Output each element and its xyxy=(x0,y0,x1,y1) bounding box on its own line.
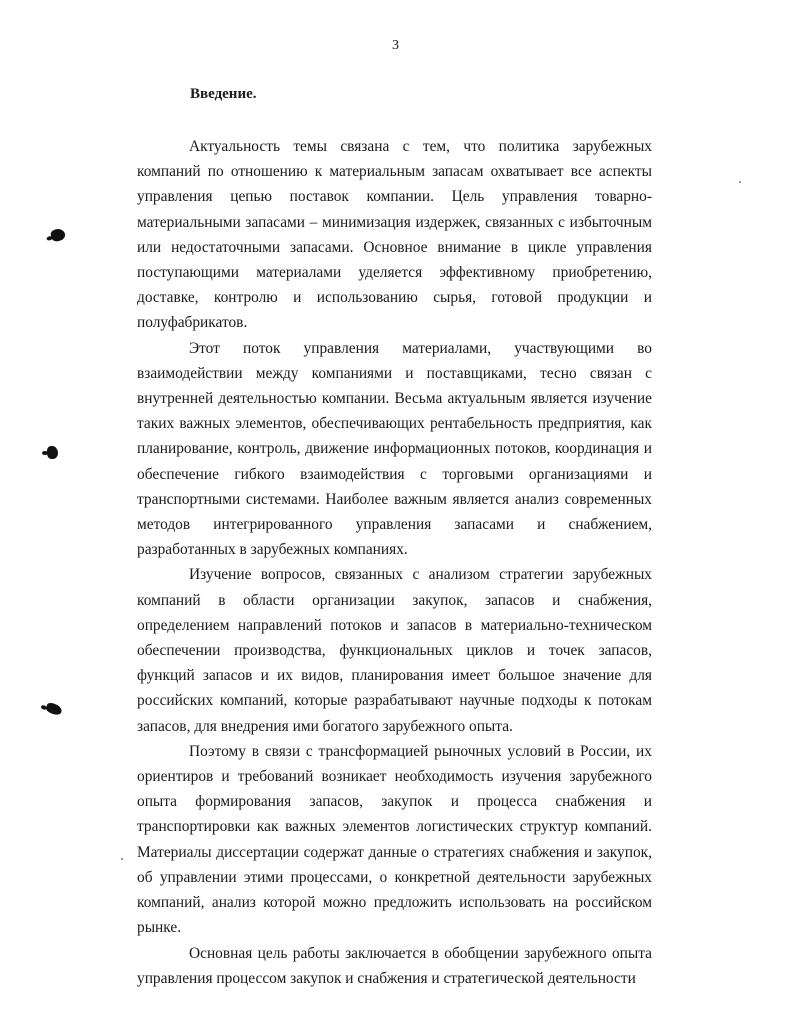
page-number: 3 xyxy=(392,38,399,53)
paragraph: Актуальность темы связана с тем, что политика зарубежных компаний по отношению к материальным запасам охватывает все аспекты управления цепью поставок компании. Цель управления товарно-материальными запасами – минимизация издержек, связанных с избыточным или недостаточными запасами. Основное внимание в цикле управления поступающими материалами уделяется эффективному приобретению, доставке, контролю и использованию сырья, готовой продукции и полуфабрикатов. xyxy=(137,138,652,332)
scan-hole-mark xyxy=(50,227,67,242)
section-heading: Введение. xyxy=(190,86,257,102)
body-text xyxy=(137,134,652,991)
scan-hole-mark xyxy=(47,446,58,459)
paragraph: Этот поток управления материалами, участвующими во взаимодействии между компаниями и поставщиками, тесно связан с внутренней деятельностью компании. Весьма актуальным является изучение таких важных элементов, обеспечивающих рентабельность предприятия, как планирование, контроль, движение информационных потоков, координация и обеспечение гибкого взаимодействия с торговыми организациями и транспортными системами. Наиболее важным является анализ современных методов интегрированного управления запасами и снабжением, разработанных в зарубежных компаниях. xyxy=(137,339,652,559)
scan-speck xyxy=(121,858,123,860)
scan-speck xyxy=(739,181,741,183)
paragraph: Поэтому в связи с трансформацией рыночных условий в России, их ориентиров и требований возникает необходимость изучения зарубежного опыта формирования запасов, закупок и процесса снабжения и транспортировки как важных элементов логистических структур компаний. Материалы диссертации содержат данные о стратегиях снабжения и закупок, об управлении этими процессами, о конкретной деятельности зарубежных компаний, анализ которой можно предложить использовать на российском рынке. xyxy=(137,742,652,937)
paragraph: Основная цель работы заключается в обобщении зарубежного опыта управления процессом закупок и снабжения и стратегической деятельности xyxy=(137,944,652,987)
paragraph: Изучение вопросов, связанных с анализом стратегии зарубежных компаний в области организации закупок, запасов и снабжения, определением направлений потоков и запасов в материально-техническом обеспечении производства, функциональных циклов и точек запасов, функций запасов и их видов, планирования имеет большое значение для российских компаний, которые разрабатывают научные подходы к потокам запасов, для внедрения ими богатого зарубежного опыта. xyxy=(137,566,652,735)
scan-hole-mark xyxy=(45,702,63,717)
